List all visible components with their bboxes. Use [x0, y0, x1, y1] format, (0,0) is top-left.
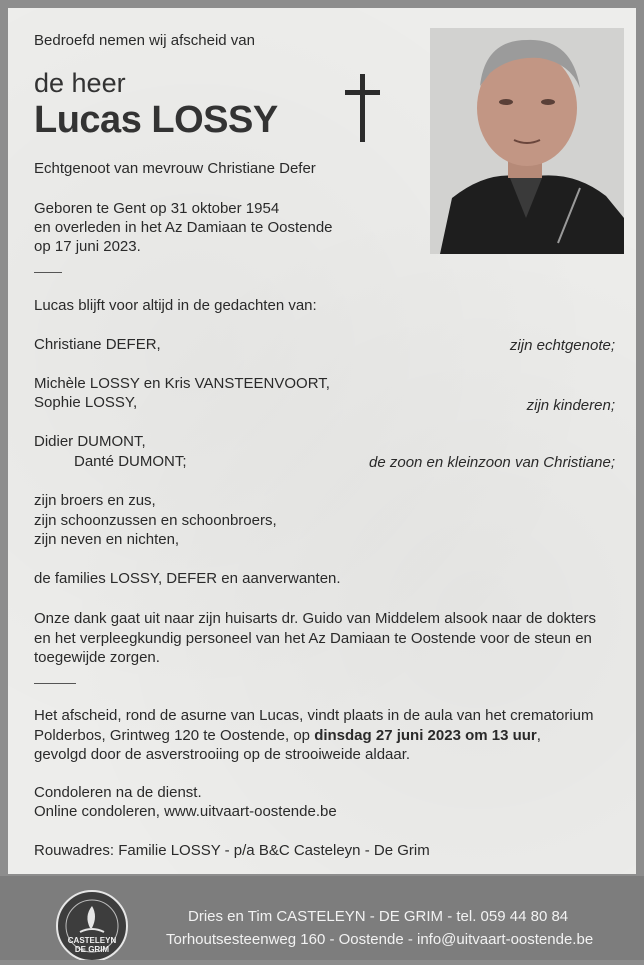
relatives-line: zijn neven en nichten, [34, 531, 180, 548]
svg-text:CASTELEYN: CASTELEYN [67, 936, 117, 945]
address-line: Rouwadres: Familie LOSSY - p/a B&C Casteleyn - De Grim [34, 842, 430, 859]
family-relation: zijn kinderen; [526, 397, 615, 414]
divider [34, 272, 62, 273]
online-condolence-link[interactable]: Online condoleren, www.uitvaart-oostende.be [34, 803, 337, 820]
funeral-home-logo [54, 888, 130, 960]
birth-line-1: Geboren te Gent op 31 oktober 1954 [34, 200, 280, 217]
families-line: de families LOSSY, DEFER en aanverwanten. [34, 570, 341, 587]
deceased-name: Lucas LOSSY [34, 99, 278, 141]
farewell-line: gevolgd door de asverstrooiing op de strooiweide aldaar. [34, 746, 411, 763]
birth-line-2: en overleden in het Az Damiaan te Oostende [34, 219, 333, 236]
memory-intro: Lucas blijft voor altijd in de gedachten van: [34, 297, 317, 314]
spouse-line: Echtgenoot van mevrouw Christiane Defer [34, 160, 316, 177]
intro-line: Bedroefd nemen wij afscheid van [34, 32, 255, 49]
family-name: Sophie LOSSY, [34, 394, 138, 411]
cross-icon [342, 74, 382, 142]
farewell-date: dinsdag 27 juni 2023 om 13 uur [314, 727, 537, 744]
condolence-line: Condoleren na de dienst. [34, 784, 202, 801]
family-name: Didier DUMONT, [34, 433, 146, 450]
footer-contact-line: Dries en Tim CASTELEYN - DE GRIM - tel. 059 44 80 84 [188, 908, 569, 925]
family-name: Danté DUMONT; [74, 453, 187, 470]
thanks-line: toegewijde zorgen. [34, 649, 160, 666]
relatives-line: zijn schoonzussen en schoonbroers, [34, 512, 277, 529]
farewell-line: Het afscheid, rond de asurne van Lucas, vindt plaats in de aula van het crematorium [34, 707, 594, 724]
footer-address-line[interactable]: Torhoutsesteenweg 160 - Oostende - info@uitvaart-oostende.be [166, 931, 594, 948]
birth-line-3: op 17 juni 2023. [34, 238, 141, 255]
family-relation: zijn echtgenote; [509, 337, 615, 354]
family-name: Christiane DEFER, [34, 336, 161, 353]
svg-text:DE GRIM: DE GRIM [74, 945, 110, 954]
family-relation: de zoon en kleinzoon van Christiane; [369, 454, 615, 471]
portrait-photo [430, 28, 624, 254]
relatives-line: zijn broers en zus, [34, 492, 156, 509]
farewell-line: Polderbos, Grintweg 120 te Oostende, op dinsdag 27 juni 2023 om 13 uur, [34, 727, 541, 744]
family-name: Michèle LOSSY en Kris VANSTEENVOORT, [34, 375, 330, 392]
thanks-line: en het verpleegkundig personeel van het Az Damiaan te Oostende voor de steun en [34, 630, 592, 647]
thanks-line: Onze dank gaat uit naar zijn huisarts dr. Guido van Middelem alsook naar de dokters [34, 610, 596, 627]
salutation: de heer [34, 68, 126, 98]
divider [34, 683, 76, 684]
